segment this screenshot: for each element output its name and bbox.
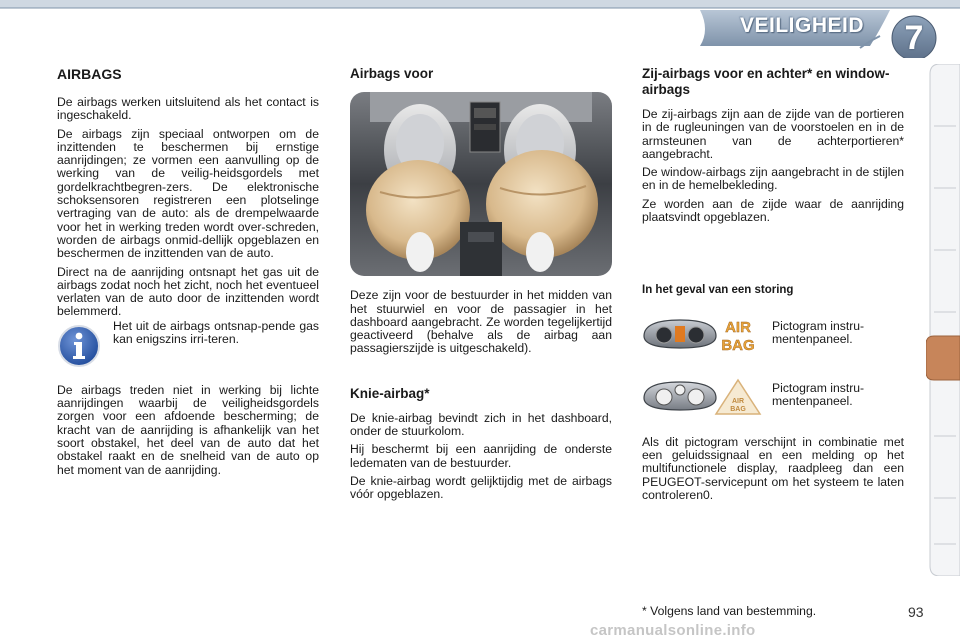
svg-text:BAG: BAG (721, 336, 755, 354)
column-airbags-voor (350, 62, 612, 507)
column-zij-airbags (642, 62, 904, 507)
paragraph: De knie-airbag wordt gelijktijdig met de airbags vóór opgeblazen. (350, 473, 612, 502)
section-title-knie-airbag: Knie-airbag* (350, 385, 430, 401)
footnote: * Volgens land van bestemming. (642, 604, 817, 618)
section-title-storing: In het geval van een storing (642, 284, 794, 297)
svg-text:BAG: BAG (730, 405, 746, 413)
paragraph: Hij beschermt bij een aanrijding de onderste ledematen van de bestuurder. (350, 442, 612, 470)
svg-text:AIR: AIR (725, 318, 751, 336)
paragraph: De knie-airbag bevindt zich in het dashboard, onder de stuurkolom. (350, 410, 612, 439)
section-title-zij-airbags: Zij-airbags voor en achter* en window-airbags (642, 66, 890, 97)
paragraph: Als dit pictogram verschijnt in combinatie met een geluidssignaal en een melding op het multifunctionele display, raadpleeg dan een PEUGEOT-servicepunt om het systeem te laten controleren0. (642, 434, 904, 502)
svg-text:AIR: AIR (731, 397, 745, 405)
paragraph: Direct na de aanrijding ontsnapt het gas uit de airbags zodat noch het zicht, noch het eventueel verlaten van de auto door de inzittenden wordt belemmerd. (57, 264, 319, 319)
watermark: carmanualsonline.info (590, 622, 756, 639)
dashboard-airbag-warning-icon (642, 312, 766, 356)
paragraph: De airbags zijn speciaal ontworpen om de inzittenden te beschermen bij ernstige aanrijdingen; ze vormen een aanvulling op de werking van de veilig-heidsgordels met gordelkrachtbegren-zers. De elektronische schoksensoren registreren een plotselinge vertraging van de auto: als de drempelwaarde voor het in werking treden wordt over-schreden, worden de airbags onmid-dellijk opgeblazen en beschermen de inzittenden van de auto. (57, 126, 319, 261)
pictogram-label: Pictogram instru-mentenpaneel. (772, 380, 865, 408)
paragraph: Deze zijn voor de bestuurder in het midden van het stuurwiel en voor de passagier in het dashboard aangebracht. Ze worden tegelijkertijd geactiveerd (behalve als de airbag aan passagierszijde is uitgeschakeld). (350, 288, 612, 356)
info-note (57, 320, 319, 378)
pictogram-label: Pictogram instru-mentenpaneel. (772, 318, 865, 346)
paragraph: De zij-airbags zijn aan de zijde van de portieren in de rugleuningen van de voorstoelen en in de armsteunen van de achterportieren* aangebracht. (642, 107, 904, 161)
pictogram-row-2 (642, 374, 904, 436)
page-number: 93 (908, 604, 924, 620)
paragraph: De airbags treden niet in werking bij lichte aanrijdingen waarbij de veiligheidsgordels zorgen voor een afdoende bescherming; de kracht van de aanrijding is afhankelijk van het soort obstakel, het deel van de auto dat het obstakel raakt en de snelheid van de auto op het moment van de aanrijding. (57, 382, 319, 477)
chapter-title: VEILIGHEID (739, 14, 864, 37)
paragraph: Ze worden aan de zijde waar de aanrijding plaatsvindt opgeblazen. (642, 196, 904, 225)
chapter-number: 7 (904, 18, 924, 57)
info-text: Het uit de airbags ontsnap-pende gas kan enigszins irri-teren. (113, 318, 319, 347)
dashboard-airbag-triangle-icon (642, 374, 766, 418)
paragraph: De window-airbags zijn aangebracht in de stijlen en in de hemelbekleding. (642, 165, 904, 193)
column-airbags (57, 62, 319, 482)
info-icon (57, 324, 101, 368)
section-title-airbags: AIRBAGS (57, 66, 122, 82)
paragraph: De airbags werken uitsluitend als het contact is ingeschakeld. (57, 95, 319, 123)
chapter-tab-strip (926, 64, 960, 576)
pictogram-row-1 (642, 312, 904, 374)
section-title-airbags-voor: Airbags voor (350, 66, 434, 81)
airbag-illustration (350, 92, 612, 276)
